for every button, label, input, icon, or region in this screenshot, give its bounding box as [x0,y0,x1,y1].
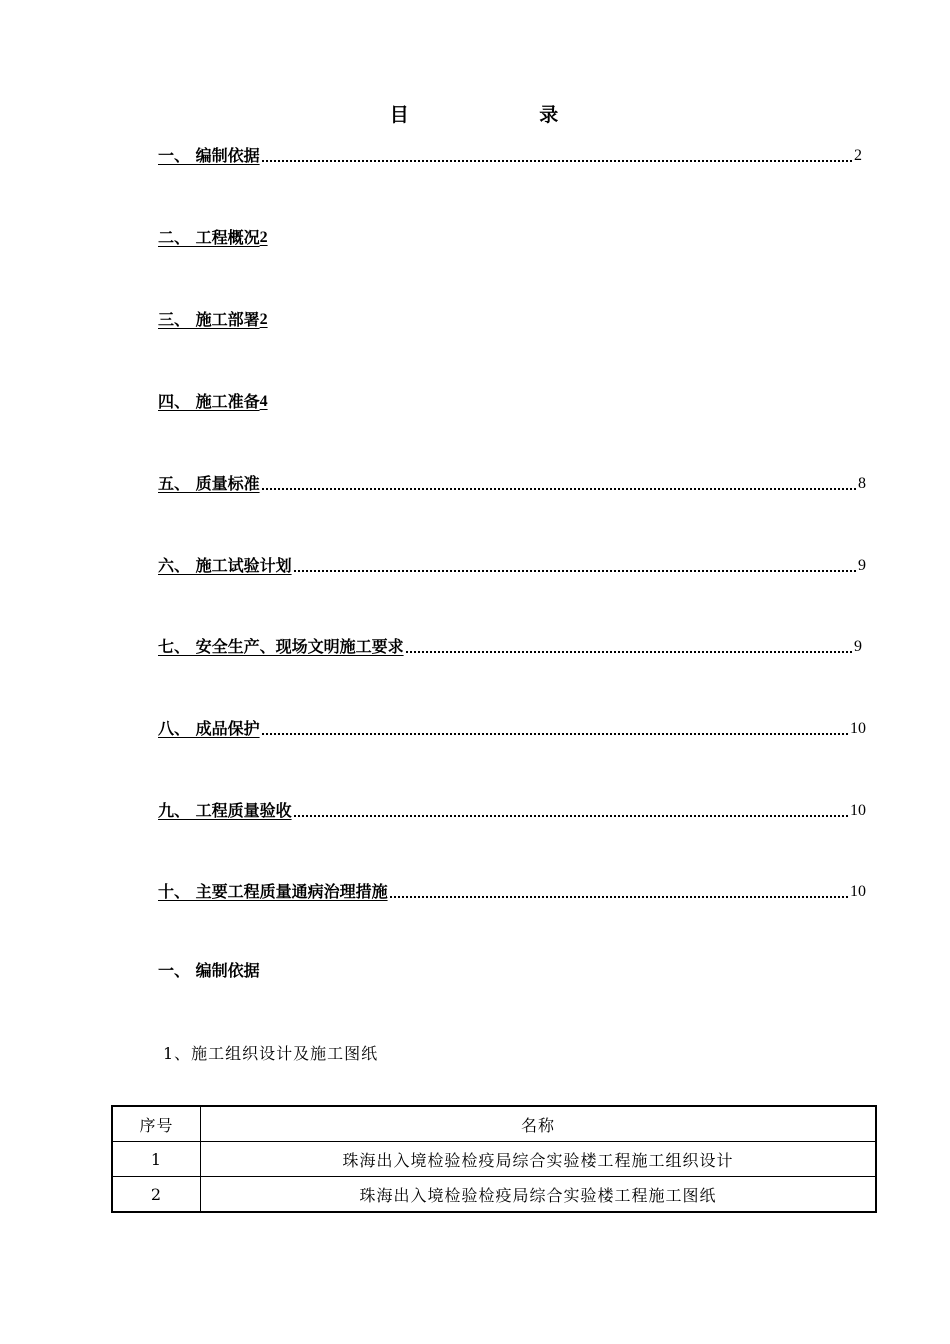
toc-entry-label: 六、 施工试验计划 [158,556,292,575]
toc-entry[interactable] [158,552,866,576]
table-header-cell: 名称 [201,1106,877,1142]
toc-entry[interactable] [158,388,268,412]
toc-entry-label: 四、 施工准备 [158,392,260,411]
toc-entry-label: 十、 主要工程质量通病治理措施 [158,882,388,901]
toc-entry-label: 九、 工程质量验收 [158,801,292,820]
toc-entry-label: 八、 成品保护 [158,719,260,738]
toc-leader [262,733,848,735]
toc-entry-page: 8 [858,475,866,492]
toc-entry-page: 9 [854,638,862,655]
toc-entry[interactable] [158,878,866,902]
toc-leader [262,488,856,490]
toc-entry[interactable] [158,797,866,821]
toc-leader [262,160,852,162]
table-cell-index: 2 [112,1177,201,1213]
table-cell-name: 珠海出入境检验检疫局综合实验楼工程施工图纸 [201,1177,877,1213]
toc-entry-label: 二、 工程概况 [158,228,260,247]
toc-entry-page: 10 [850,802,866,819]
toc-entry[interactable] [158,715,866,739]
toc-leader [390,896,848,898]
subsection-heading: 1、施工组织设计及施工图纸 [163,1044,379,1063]
section-heading: 一、 编制依据 [158,961,260,980]
toc-entry-page: 9 [858,557,866,574]
toc-entry-page: 10 [850,720,866,737]
toc-entry[interactable] [158,224,268,248]
toc-leader [406,651,852,653]
toc-entry-page: 10 [850,883,866,900]
table-header-cell: 序号 [112,1106,201,1142]
table-row [112,1142,876,1177]
toc-entry-label: 三、 施工部署 [158,310,260,329]
toc-entry[interactable] [158,633,862,657]
toc-entry-label: 五、 质量标准 [158,474,260,493]
toc-leader [294,815,848,817]
toc-leader [294,570,856,572]
toc-entry[interactable] [158,142,862,166]
table-header-row [112,1106,876,1142]
toc-entry-page: 2 [854,147,862,164]
toc-entry-label: 七、 安全生产、现场文明施工要求 [158,637,404,656]
table-cell-name: 珠海出入境检验检疫局综合实验楼工程施工组织设计 [201,1142,877,1177]
toc-entry-label: 一、 编制依据 [158,146,260,165]
toc-entry[interactable] [158,306,268,330]
basis-table [111,1105,877,1213]
toc-entry-page: 2 [259,229,268,246]
toc-entry[interactable] [158,470,866,494]
toc-entry-page: 4 [259,393,268,410]
table-row [112,1177,876,1213]
table-cell-index: 1 [112,1142,201,1177]
toc-title: 目 录 [389,104,621,126]
toc-entry-page: 2 [259,311,268,328]
